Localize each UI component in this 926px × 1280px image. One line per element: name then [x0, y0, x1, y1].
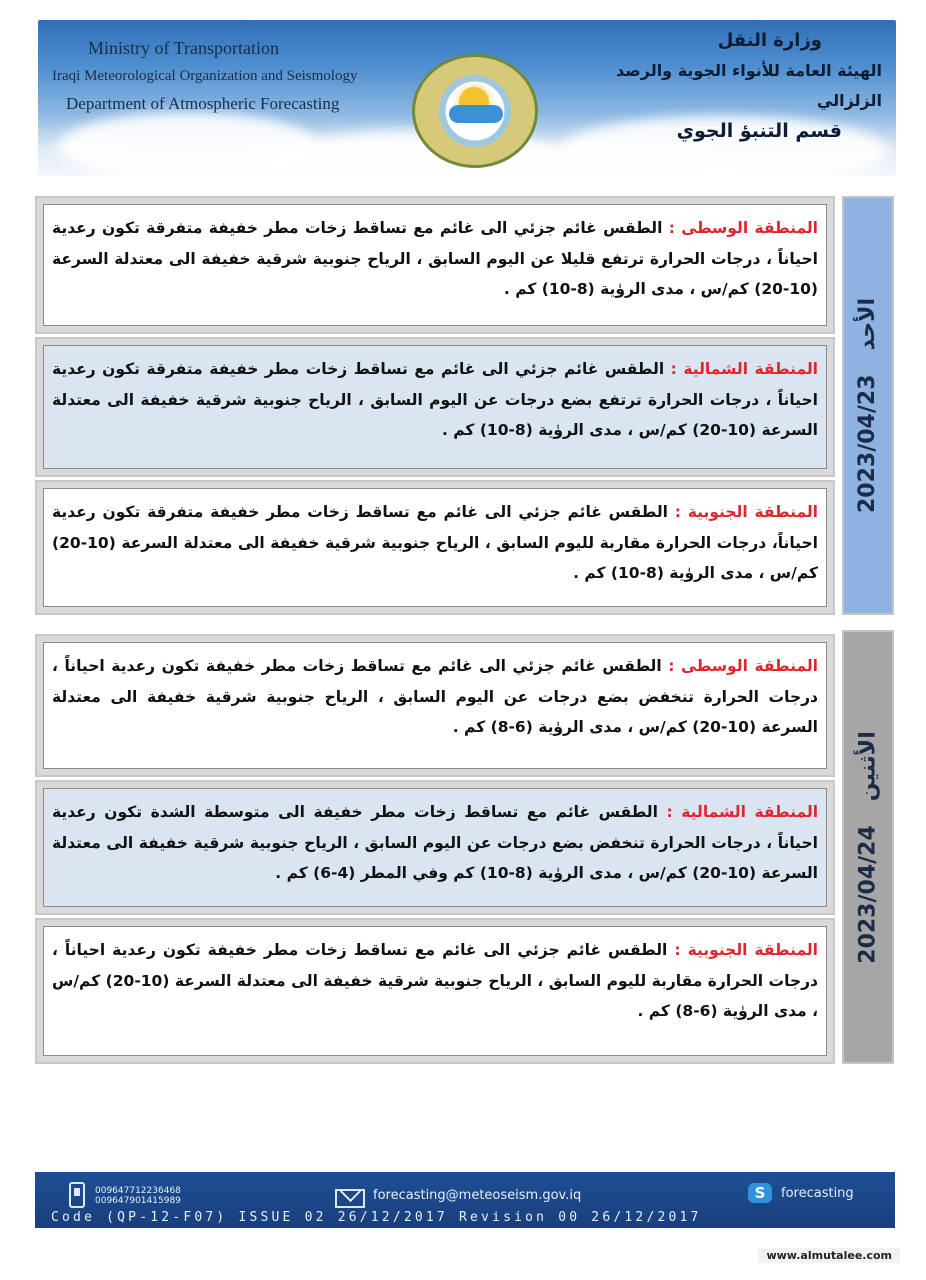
region-forecast: الطقس غائم مع تساقط زخات مطر خفيفة الى متوسطة الشدة تكون رعدية احياناً ، درجات الحرارة تنخفض بضع درجات عن اليوم السابق ، الرياح جنوبية شرقية خفيفة الى معتدلة السرعة (10-20) كم/س ، مدى الروٰية (8-10) كم وفي المطر (4-6) كم .: [52, 803, 818, 882]
phone-number: 009647901415989: [95, 1196, 181, 1206]
day2-date-column: [842, 630, 894, 1064]
header-arabic-titles: [582, 26, 882, 146]
forecast-text: [43, 926, 827, 1056]
forecast-card-day2-southern: [35, 918, 835, 1064]
forecast-card-day1-northern: [35, 337, 835, 477]
header-banner: [38, 20, 896, 176]
date-value: 2023/04/24: [855, 824, 881, 964]
forecast-card-day1-central: [35, 196, 835, 334]
phone-number: 009647712236468: [95, 1186, 181, 1196]
forecast-text: [43, 488, 827, 607]
region-forecast: الطقس غائم جزئي الى غائم مع تساقط زخات مطر خفيفة تكون رعدية احياناً ، درجات الحرارة تنخفض بضع درجات عن اليوم السابق ، الرياح جنوبية شرقية خفيفة الى معتدلة السرعة (10-20) كم/س ، مدى الروٰية (6-8) كم .: [52, 657, 818, 736]
day-name: الأثنين: [855, 730, 881, 801]
forecast-card-day2-northern: [35, 780, 835, 915]
cloud-icon: [449, 105, 503, 123]
department-name-arabic: قسم التنبؤ الجوي: [676, 120, 842, 142]
organization-name: Iraqi Meteorological Organization and Seismology: [52, 68, 358, 84]
organization-seal-icon: [412, 54, 538, 168]
region-name: المنطقة الشمالية :: [666, 803, 819, 821]
contact-footer: [35, 1172, 895, 1228]
skype-icon: S: [748, 1183, 772, 1203]
department-name: Department of Atmospheric Forecasting: [66, 94, 340, 113]
date-value: 2023/04/23: [855, 374, 881, 514]
email-link[interactable]: forecasting@meteoseism.gov.iq: [373, 1188, 582, 1203]
region-name: المنطقة الشمالية :: [670, 360, 818, 378]
phone-numbers: [95, 1186, 181, 1206]
skype-handle: forecasting: [781, 1186, 854, 1201]
forecast-text: [43, 788, 827, 907]
ministry-name-arabic: وزارة النقل: [717, 30, 822, 51]
day1-date-column: [842, 196, 894, 615]
forecast-text: [43, 642, 827, 769]
region-forecast: الطقس غائم جزئي الى غائم مع تساقط زخات مطر خفيفة متفرقة تكون رعدية احياناً ، درجات الحرارة ترتفع بضع درجات عن اليوم السابق ، الرياح جنوبية شرقية خفيفة الى معتدلة السرعة (10-20) كم/س ، مدى الروٰية (8-10) كم .: [52, 360, 818, 439]
day2-date-label: [856, 731, 881, 963]
region-name: المنطقة الوسطى :: [668, 657, 818, 675]
region-name: المنطقة الجنوبية :: [674, 941, 818, 959]
region-forecast: الطقس غائم جزئي الى غائم مع تساقط زخات مطر خفيفة متفرقة تكون رعدية احياناً، درجات الحرارة مقاربة لليوم السابق ، الرياح جنوبية شرقية خفيفة الى معتدلة السرعة (10-20) كم/س ، مدى الروٰية (8-10) كم .: [52, 503, 818, 582]
mail-icon: [335, 1189, 365, 1208]
phone-icon: [69, 1182, 85, 1208]
ministry-name: Ministry of Transportation: [88, 38, 280, 58]
header-english-titles: [52, 34, 382, 118]
document-code: Code (QP-12-F07) ISSUE 02 26/12/2017 Revision 00 26/12/2017: [51, 1210, 702, 1225]
forecast-text: [43, 204, 827, 326]
region-forecast: الطقس غائم جزئي الى غائم مع تساقط زخات مطر خفيفة متفرقة تكون رعدية احياناً ، درجات الحرارة ترتفع قليلا عن اليوم السابق ، الرياح جنوبية شرقية خفيفة الى معتدلة السرعة (10-20) كم/س ، مدى الروٰية (8-10) كم .: [52, 219, 818, 298]
forecast-card-day2-central: [35, 634, 835, 777]
region-forecast: الطقس غائم جزئي الى غائم مع تساقط زخات مطر خفيفة تكون رعدية احياناً ، درجات الحرارة مقاربة لليوم السابق ، الرياح جنوبية شرقية خفيفة الى معتدلة السرعة (10-20) كم/س ، مدى الروٰية (6-8) كم .: [52, 941, 818, 1020]
day1-date-label: [856, 298, 881, 513]
day-name: الأحد: [855, 297, 881, 351]
region-name: المنطقة الوسطى :: [668, 219, 818, 237]
forecast-text: [43, 345, 827, 469]
forecast-card-day1-southern: [35, 480, 835, 615]
organization-name-arabic: الهيئة العامة للأنواء الجوية والرصد الزلزالي: [616, 61, 882, 110]
site-watermark: www.almutalee.com: [758, 1248, 900, 1263]
region-name: المنطقة الجنوبية :: [674, 503, 818, 521]
